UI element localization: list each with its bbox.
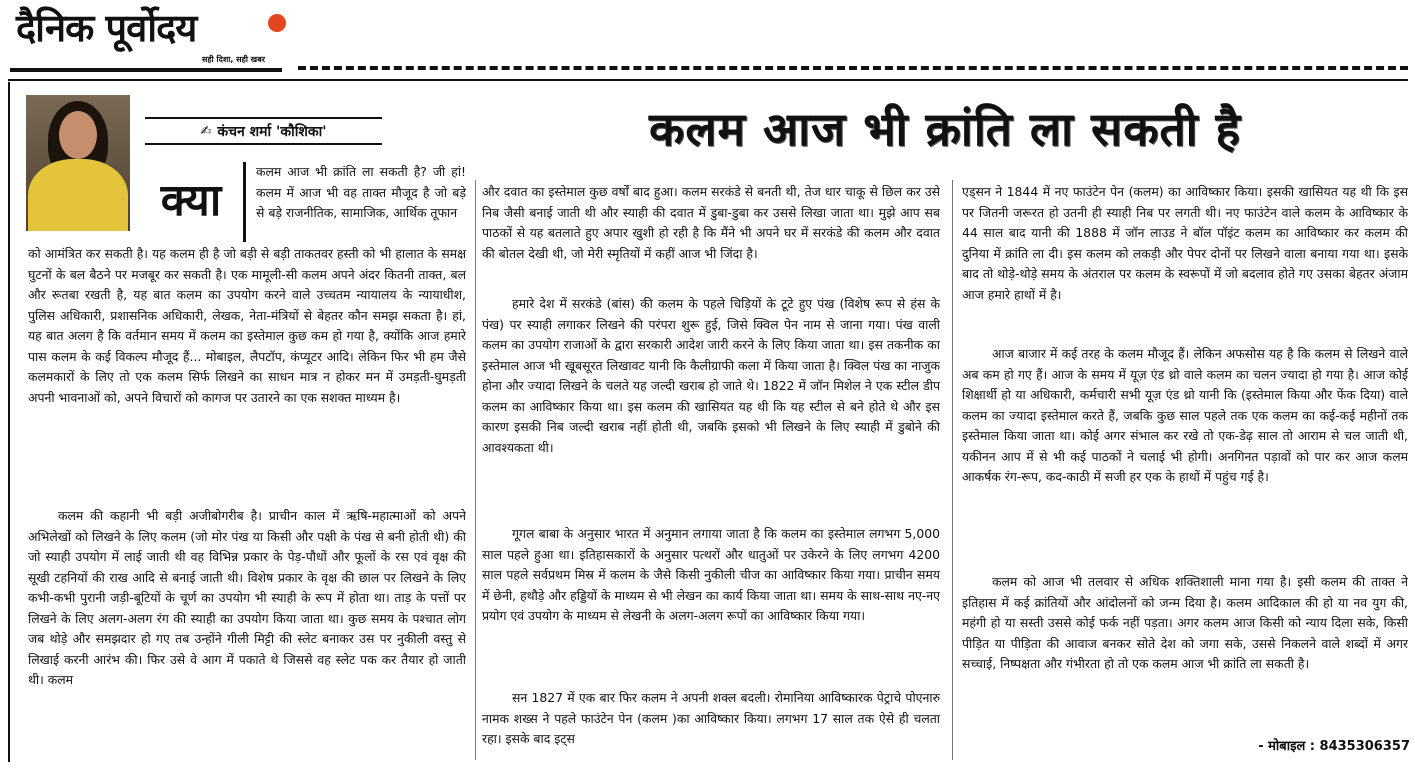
author-photo-face [59,111,97,159]
paragraph-8: आज बाजार में कई तरह के कलम मौजूद हैं। लेकिन अफसोस यह है कि कलम से लिखने वाले अब कम हो गए हैं। आज के समय में यूज़ एंड थ्रो वाले कलम का चलन ज्यादा हो गया है। आज कोई शिक्षार्थी हो या अधिकारी, कर्मचारी सभी यूज़ एंड थ्रो यानी कि (इस्तेमाल किया और फेंक दिया) वाले कलम का ज्यादा इस्तेमाल करते हैं, जबकि कुछ साल पहले तक एक कलम का कई-कई महीनों तक इस्तेमाल किया जाता था। कोई अगर संभाल कर रखे तो एक-डेढ़ साल तो आराम से चल जाती थी, यकीनन आप में से भी कई पाठकों ने चलाई भी होगी। अनगिनत पड़ावों को पार कर आज कलम आकर्षक रंग-रूप, कद-काठी में सजी हर एक के हाथों में पहुंच गई है। [962,346,1408,484]
column-divider-1 [475,180,476,760]
top-divider [8,79,1408,81]
logo-dot-icon [268,14,286,32]
masthead-rule [10,68,282,72]
masthead [10,4,290,74]
masthead-tagline: सही दिशा, सही खबर [202,55,266,64]
author-photo-body [28,159,128,231]
article-headline: कलम आज भी क्रांति ला सकती है [649,102,1241,156]
paragraph-1a: कलम आज भी क्रांति ला सकती है? जी हां! कलम में आज भी वह ताक्त मौजूद है जो बड़े से बड़े राजनीतिक, सामाजिक, आर्थिक तूफान [256,164,466,220]
pen-icon: ✍ [200,123,212,139]
column-divider-2 [952,180,953,760]
dashed-divider [298,66,1408,70]
dropcap-rule [243,162,246,242]
dropcap-word: क्या [160,175,222,226]
paragraph-4: हमारे देश में सरकंडे (बांस) की कलम के पहले चिड़ियों के टूटे हुए पंख (विशेष रूप से हंस के पंख) पर स्याही लगाकर लिखने की परंपरा शुरू हुई, जिसे क्विल पेन नाम से जाना गया। पंख वाली कलम का उपयोग राजाओं के द्वारा सरकारी आदेश जारी करने के लिए किया जाता था। इस तकनीक का इस्तेमाल आज भी खूबसूरत लिखावट यानी कि कैलीग्राफी कला में किया जाता है। क्विल पंख का नाजुक होना और ज्यादा लिखने के चलते यह जल्दी खराब हो जाते थे। 1822 में जॉन मिशेल ने एक स्टील डीप कलम का आविष्कार किया था। इस कलम की खासियत यह थी कि यह स्टील से बने होते थे और इस कारण इसकी निब जल्दी खराब नहीं होती थी, जबकि इसको भी लिखने के लिए स्याही में डुबोने की आवश्यकता थी। [482,296,940,455]
author-name: कंचन शर्मा 'कौशिका' [217,123,327,140]
newspaper-logo: दैनिक पूर्वोदय [16,6,197,50]
paragraph-3: और दवात का इस्तेमाल कुछ वर्षों बाद हुआ। कलम सरकंडे से बनती थी, तेज धार चाकू से छिल कर उसे निब जैसी बनाई जाती थी और स्याही की दवात में डुबा-डुबा कर उससे लिखा जाता था। मुझे आप सब पाठकों से यह बतलाते हुए अपार खुशी हो रही है कि मैंने भी अपने घर में सरकंडे की कलम और दवात की बोतल देखी थी, जो मेरी स्मृतियों में कहीं आज भी जिंदा है। [482,184,940,261]
paragraph-9: कलम को आज भी तलवार से अधिक शक्तिशाली माना गया है। इसी कलम की ताक्त ने इतिहास में कई क्रांतियों और आंदोलनों को जन्म दिया है। कलम आदिकाल की हो या नव युग की, महंगी हो या सस्ती उससे कोई फर्क नहीं पड़ता। अगर कलम आज किसी को न्याय दिला सके, किसी पीड़ित या पीड़िता की आवाज बनकर सोते देश को जगा सके, उससे निकलने वाले शब्दों में अगर सच्चाई, निष्पक्षता और गंभीरता हो तो एक कलम आज भी क्रांति ला सकती है। [962,574,1408,671]
paragraph-1b: को आमंत्रित कर सकती है। यह कलम ही है जो बड़ी से बड़ी ताकतवर हस्ती को भी हालात के समक्ष घुटनों के बल बैठने पर मजबूर कर सकती है। एक मामूली-सी कलम अपने अंदर कितनी ताक्त, बल और रूतबा रखती है, यह बात कलम का उपयोग करने वाले उच्चतम न्यायालय के न्यायाधीश, पुलिस अधिकारी, प्रशासनिक अधिकारी, लेखक, नेता-मंत्रियों से बेहतर कौन समझ सकता है। हां, यह बात अलग है कि वर्तमान समय में कलम का इस्तेमाल कुछ कम हो गया है, क्योंकि आज हमारे पास कलम के कई विकल्प मौजूद हैं... मोबाइल, लैपटॉप, कंप्यूटर आदि। लेकिन फिर भी हम जैसे कलमकारों के लिए तो एक कलम सिर्फ लिखने का साधन मात्र न होकर मन में उमड़ती-घुमड़ती अपनी भावनाओं को, अपने विचारों को कागज पर उतारने का एक सशक्त माध्यम है। [28,246,466,405]
left-border [8,82,10,762]
author-byline [145,117,382,145]
paragraph-6: सन 1827 में एक बार फिर कलम ने अपनी शक्ल बदली। रोमानिया आविष्कारक पेट्राचे पोएनारु नामक शख्स ने पहले फाउंटेन पेन (कलम )का आविष्कार किया। लगभग 17 साल तक ऐसे ही चलता रहा। इसके बाद इट्स [482,690,940,746]
author-mobile: - मोबाइल : 8435306357 [1258,739,1410,754]
paragraph-5: गूगल बाबा के अनुसार भारत में अनुमान लगाया जाता है कि कलम का इस्तेमाल लगभग 5,000 साल पहले हुआ था। इतिहासकारों के अनुसार पत्थरों और धातुओं पर उकेरने के लिए लगभग 4200 साल पहले सर्वप्रथम मिस्र में कलम के जैसे किसी नुकीली चीज का आविष्कार किया गया। प्राचीन समय में छेनी, हथौड़े और हड्डियों के माध्यम से भी लेखन का कार्य किया जाता था। समय के साथ-साथ नए-नए प्रयोग एवं उपयोग के माध्यम से लेखनी के अलग-अलग रूपों का आविष्कार किया गया। [482,526,940,623]
paragraph-7: एड्सन ने 1844 में नए फाउंटेन पेन (कलम) का आविष्कार किया। इसकी खासियत यह थी कि इस पर जितनी जरूरत हो उतनी ही स्याही निब पर लगती थी। नए फाउंटेन वाले कलम के आविष्कार के 44 साल बाद यानी की 1888 में जॉन लाउड ने बॉल पॉइंट कलम का आविष्कार कर कलम की दुनिया में क्रांति ला दी। इस कलम को लकड़ी और पेपर दोनों पर लिखने वाला बनाया गया था। इसके बाद तो थोड़े-थोड़े समय के अंतराल पर कलम के स्वरूपों में जो बदलाव होते गए उसका बेहतर अंजाम आज हमारे हाथों में है। [962,184,1408,302]
paragraph-2: कलम की कहानी भी बड़ी अजीबोगरीब है। प्राचीन काल में ऋषि-महात्माओं को अपने अभिलेखों को लिखने के लिए कलम (जो मोर पंख या किसी और पक्षी के पंख से बनी होती थी) की जो स्याही उपयोग में लाई जाती थी वह विभिन्न प्रकार के पेड़-पौधों और फूलों के रस एवं वृक्ष की सूखी टहनियों की राख आदि से बनाई जाती थी। विशेष प्रकार के वृक्ष की छाल पर लिखने के लिए कभी-कभी पुरानी जड़ी-बूटियों के चूर्ण का उपयोग भी स्याही के रूप में होता था। ताड़ के पत्तों पर लिखने के लिए अलग-अलग रंग की स्याही का उपयोग किया जाता था। कुछ समय के पश्चात लोग जब थोड़े और समझदार हो गए तब उन्होंने गीली मिट्टी की स्लेट बनाकर उस पर नुकीली वस्तु से लिखाई करनी आरंभ की। फिर उसे वे आग में पकाते थे जिससे वह स्लेट पक कर तैयार हो जाती थी। कलम [28,508,466,687]
author-photo [26,95,130,231]
